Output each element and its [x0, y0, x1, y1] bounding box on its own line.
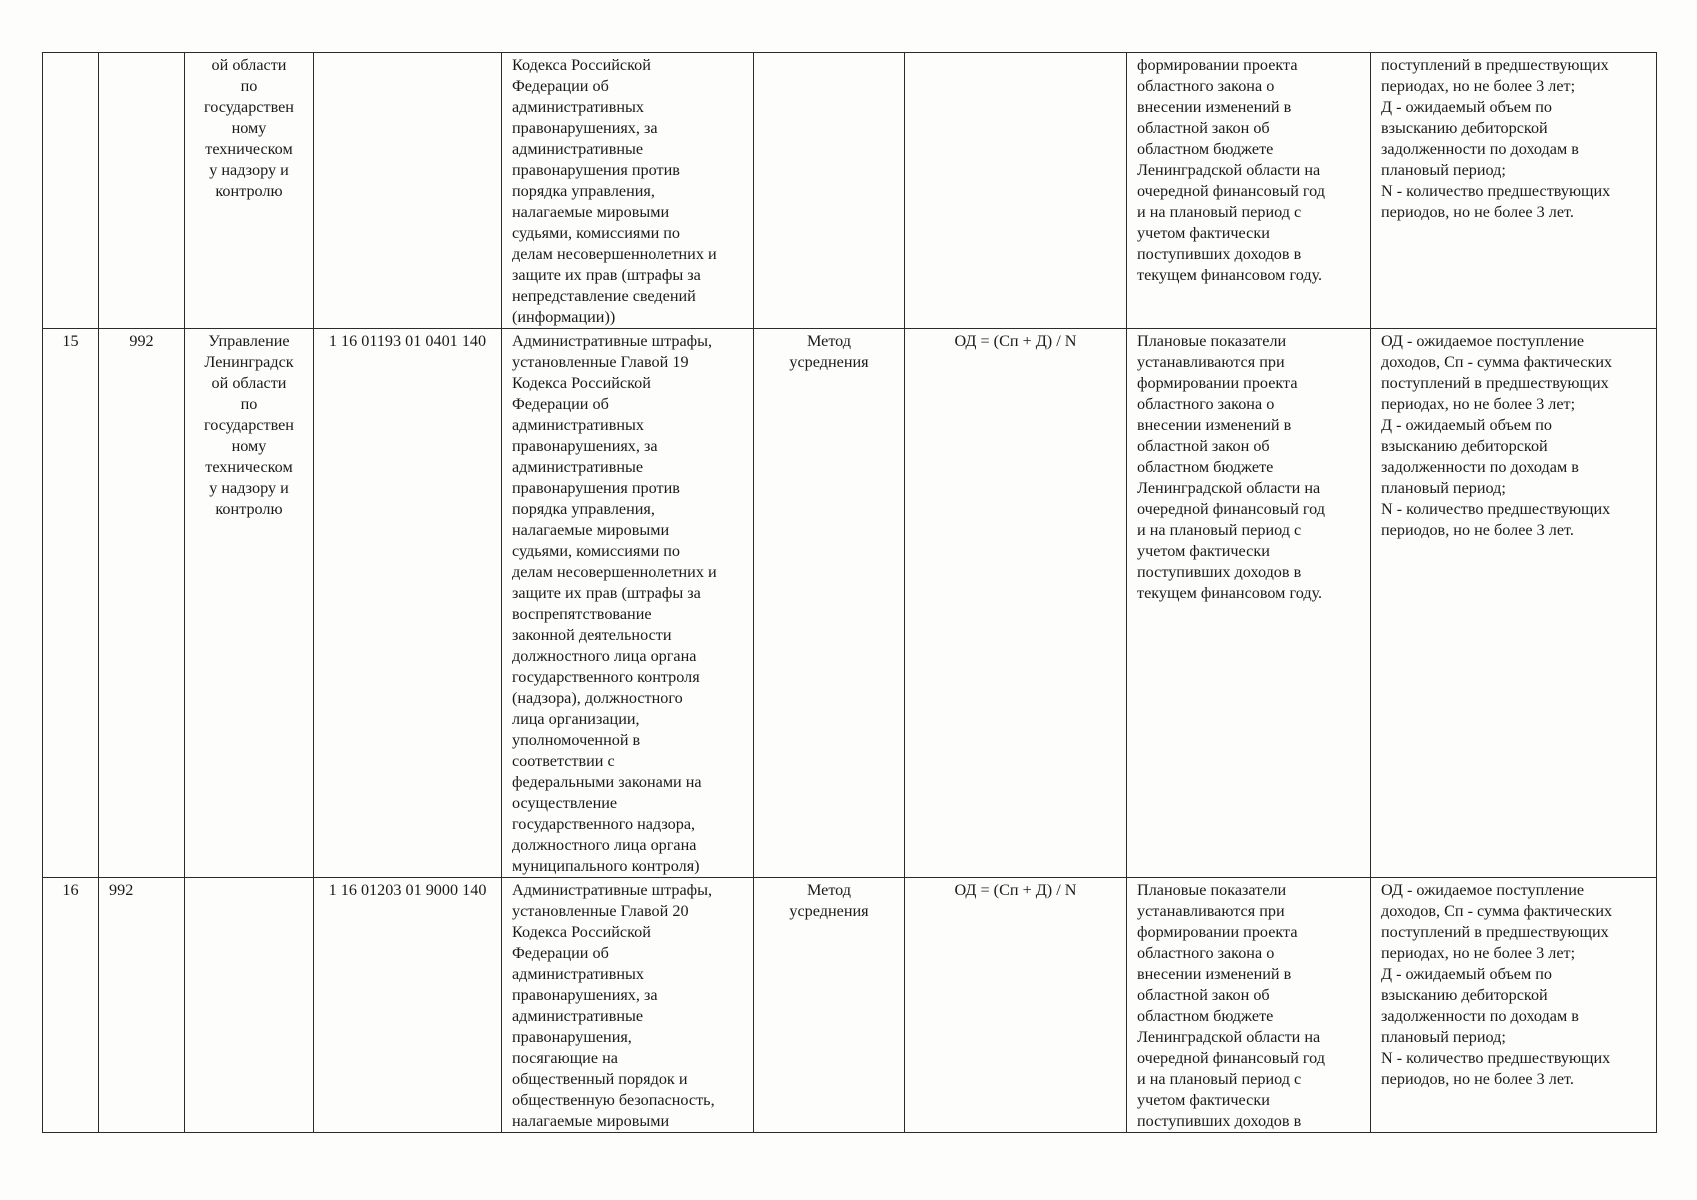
row-number-cell: 16 [43, 878, 99, 1133]
formula-cell: ОД = (Сп + Д) / N [905, 878, 1127, 1133]
calculation-method-cell: Метод усреднения [754, 878, 905, 1133]
budget-classification-code-cell: 1 16 01203 01 9000 140 [314, 878, 502, 1133]
table-row [43, 878, 1657, 1133]
admin-code-cell: 992 [99, 329, 185, 878]
formula-cell: ОД = (Сп + Д) / N [905, 329, 1127, 878]
indicator-description-cell: поступлений в предшествующих периодах, но не более 3 лет; Д - ожидаемый объем по взысканию дебиторской задолженности по доходам в плановый период; N - количество предшествующих периодов, но не более 3 лет. [1371, 53, 1657, 329]
administrator-name-cell [185, 878, 314, 1133]
indicator-description-cell: ОД - ожидаемое поступление доходов, Сп - сумма фактических поступлений в предшествующих периодах, но не более 3 лет; Д - ожидаемый объем по взысканию дебиторской задолженности по доходам в плановый период; N - количество предшествующих периодов, но не более 3 лет. [1371, 878, 1657, 1133]
revenue-name-cell: Административные штрафы, установленные Главой 20 Кодекса Российской Федерации об административных правонарушениях, за административные правонарушения, посягающие на общественный порядок и общественную безопасность, налагаемые мировыми [502, 878, 754, 1133]
table-row [43, 53, 1657, 329]
admin-code-cell [99, 53, 185, 329]
administrator-name-cell: Управление Ленинградск ой области по государствен ному техническом у надзору и контролю [185, 329, 314, 878]
calculation-method-cell: Метод усреднения [754, 329, 905, 878]
budget-classification-code-cell: 1 16 01193 01 0401 140 [314, 329, 502, 878]
revenue-name-cell: Кодекса Российской Федерации об административных правонарушениях, за административные правонарушения против порядка управления, налагаемые мировыми судьями, комиссиями по делам несовершеннолетних и защите их прав (штрафы за непредставление сведений (информации)) [502, 53, 754, 329]
algorithm-cell: формировании проекта областного закона о внесении изменений в областной закон об областном бюджете Ленинградской области на очередной финансовый год и на плановый период с учетом фактически поступивших доходов в текущем финансовом году. [1127, 53, 1371, 329]
table-row [43, 329, 1657, 878]
algorithm-cell: Плановые показатели устанавливаются при формировании проекта областного закона о внесении изменений в областной закон об областном бюджете Ленинградской области на очередной финансовый год и на плановый период с учетом фактически поступивших доходов в [1127, 878, 1371, 1133]
indicator-description-cell: ОД - ожидаемое поступление доходов, Сп - сумма фактических поступлений в предшествующих периодах, но не более 3 лет; Д - ожидаемый объем по взысканию дебиторской задолженности по доходам в плановый период; N - количество предшествующих периодов, но не более 3 лет. [1371, 329, 1657, 878]
administrator-name-cell: ой области по государствен ному техническом у надзору и контролю [185, 53, 314, 329]
budget-classification-code-cell [314, 53, 502, 329]
formula-cell [905, 53, 1127, 329]
row-number-cell [43, 53, 99, 329]
algorithm-cell: Плановые показатели устанавливаются при формировании проекта областного закона о внесении изменений в областной закон об областном бюджете Ленинградской области на очередной финансовый год и на плановый период с учетом фактически поступивших доходов в текущем финансовом году. [1127, 329, 1371, 878]
calculation-method-cell [754, 53, 905, 329]
document-page [42, 52, 1656, 1133]
admin-code-cell: 992 [99, 878, 185, 1133]
revenue-name-cell: Административные штрафы, установленные Главой 19 Кодекса Российской Федерации об административных правонарушениях, за административные правонарушения против порядка управления, налагаемые мировыми судьями, комиссиями по делам несовершеннолетних и защите их прав (штрафы за воспрепятствование законной деятельности должностного лица органа государственного контроля (надзора), должностного лица организации, уполномоченной в соответствии с федеральными законами на осуществление государственного надзора, должностного лица органа муниципального контроля) [502, 329, 754, 878]
row-number-cell: 15 [43, 329, 99, 878]
revenue-methodology-table [42, 52, 1657, 1133]
